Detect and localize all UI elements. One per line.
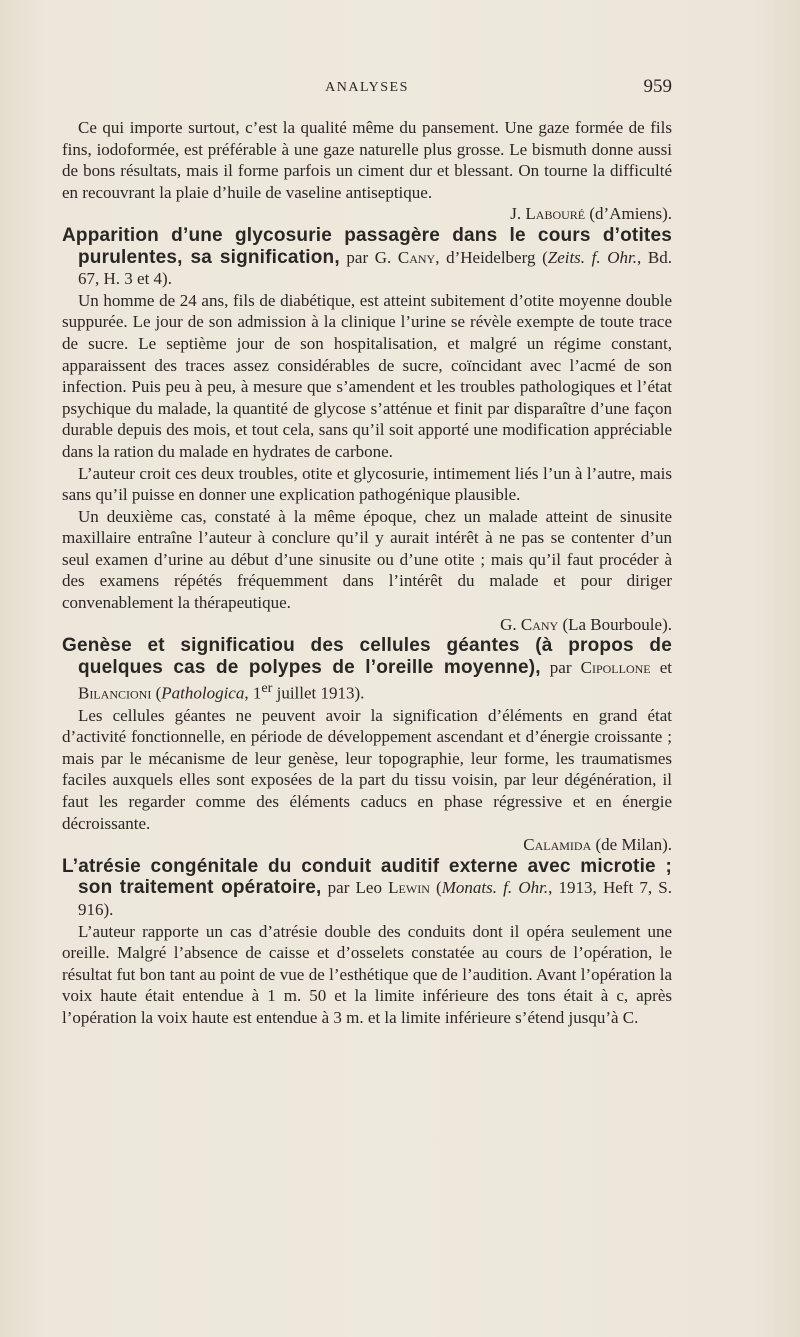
review-heading-glycosurie [62, 225, 672, 290]
signature-author: G. Cany [500, 614, 559, 634]
and-word: et [650, 657, 672, 677]
review-title: L’atrésie congénitale du conduit auditif externe avec microtie ; son traitement opératoire, [62, 855, 672, 899]
running-header [62, 76, 672, 102]
cellules-paragraph-1: Les cellules géantes ne peuvent avoir la signification d’éléments en grand état d’activité fonctionnelle, en période de développement ascendant et d’énergie croissante ; mais par le mécanisme de leur genèse, leur topographie, leur forme, les traumatismes faciles auxquels elles sont exposées de la part du tissu voisin, par leur dégénération, il faut les regarder comme des éléments caducs en phase régressive et en énergie décroissante. [62, 705, 672, 833]
intro-signature [62, 203, 672, 225]
signature-place: (de Milan). [591, 835, 672, 855]
signature-place: (La Bourboule). [558, 614, 672, 634]
glycosurie-paragraph-3 [62, 506, 672, 614]
source-prefix: ( [151, 684, 162, 704]
source-end: juillet 1913). [272, 684, 365, 704]
review-heading-cellules [62, 635, 672, 704]
running-title: ANALYSES [325, 80, 409, 95]
source-suffix: , Bd. 67, H. 3 et 4). [78, 247, 672, 289]
by-word: par Leo [321, 878, 389, 898]
source-prefix: ( [429, 878, 442, 898]
journal-name: Monats. f. Ohr. [441, 878, 549, 898]
by-word: par [339, 247, 375, 267]
ordinal-sup: er [261, 680, 273, 697]
source-suffix: , 1 [244, 684, 262, 704]
glycosurie-signature [62, 614, 672, 636]
review-title: Apparition d’une glycosurie passagère dans le cours d’otites purulentes, sa signification, [62, 224, 672, 268]
atresie-paragraph-1: L’auteur rapporte un cas d’atrésie double des conduits dont il opéra seulement une oreille. Malgré l’absence de caisse et d’osselets constatée au cours de l’opération, le résultat fut bon tant au point de vue de l’esthétique que de l’audition. Avant l’opération la voix haute était entendue à 1 m. 50 et la limite inférieure des tons était à c, après l’opération la voix haute est entendue à 3 m. et la limite inférieure s’étend jusqu’à C. [62, 921, 672, 1027]
page-number: 959 [643, 76, 672, 97]
glycosurie-paragraph-3-text: Un deuxième cas, constaté à la même époque, chez un malade atteint de sinusite maxillaire entraîne l’auteur à conclure qu’il y aurait intérêt à ne pas se contenter d’un seul examen d’urine au début d’une sinusite ou d’une otite ; mais qu’il faut procéder à des examens répétés fréquemment dans l’intérêt du malade et pour diriger convenablement la thérapeutique. [62, 506, 672, 613]
signature-author: Calamida [523, 835, 592, 855]
signature-author: J. Labouré [510, 204, 586, 224]
source-prefix: , d’Heidelberg ( [435, 247, 548, 267]
signature-place: (d’Amiens). [585, 204, 672, 224]
article-body [62, 117, 672, 1029]
review-heading-atresie [62, 856, 672, 921]
glycosurie-paragraph-1: Un homme de 24 ans, fils de diabétique, est atteint subitement d’otite moyenne double suppurée. Le jour de son admission à la clinique l’urine se révèle exempte de toute trace de sucre. Le septième jour de son hospitalisation, et malgré un régime constant, apparaissent des traces assez considérables de sucre, coïncidant avec l’acmé de son infection. Puis peu à peu, à mesure que s’amendent et les troubles pathologiques et l’état psychique du malade, la quantité de glycose s’atténue et finit par disparaître d’une façon durable depuis des mois, et tout cela, sans qu’il soit apporté une modification appréciable dans la ration du malade en hydrates de carbone. [62, 290, 672, 461]
journal-name: Zeits. f. Ohr. [547, 247, 638, 267]
glycosurie-paragraph-2: L’auteur croit ces deux troubles, otite et glycosurie, intimement liés l’un à l’autre, mais sans qu’il puisse en donner une explication pathogénique plausible. [62, 463, 672, 505]
review-author-2: Bilancioni [78, 684, 152, 704]
review-author: G. Cany [374, 247, 436, 267]
source-suffix: , 1913, Heft 7, S. 916). [78, 878, 672, 920]
review-title: Genèse et significatiou des cellules géantes (à propos de quelques cas de polypes de l’oreille moyenne), [62, 635, 672, 678]
cellules-signature [62, 834, 672, 856]
review-author: Lewin [388, 878, 430, 898]
review-author: Cipollone [580, 657, 651, 677]
journal-name: Pathologica [161, 684, 245, 704]
intro-paragraph: Ce qui importe surtout, c’est la qualité même du pansement. Une gaze formée de fils fins, iodoformée, est préférable à une gaze naturelle plus grosse. Le bismuth donne aussi de bons résultats, mais il forme parfois un ciment dur et blessant. On tourne la difficulté en recouvrant la plaie d’huile de vaseline antiseptique. [62, 118, 672, 202]
by-word: par [540, 657, 581, 677]
